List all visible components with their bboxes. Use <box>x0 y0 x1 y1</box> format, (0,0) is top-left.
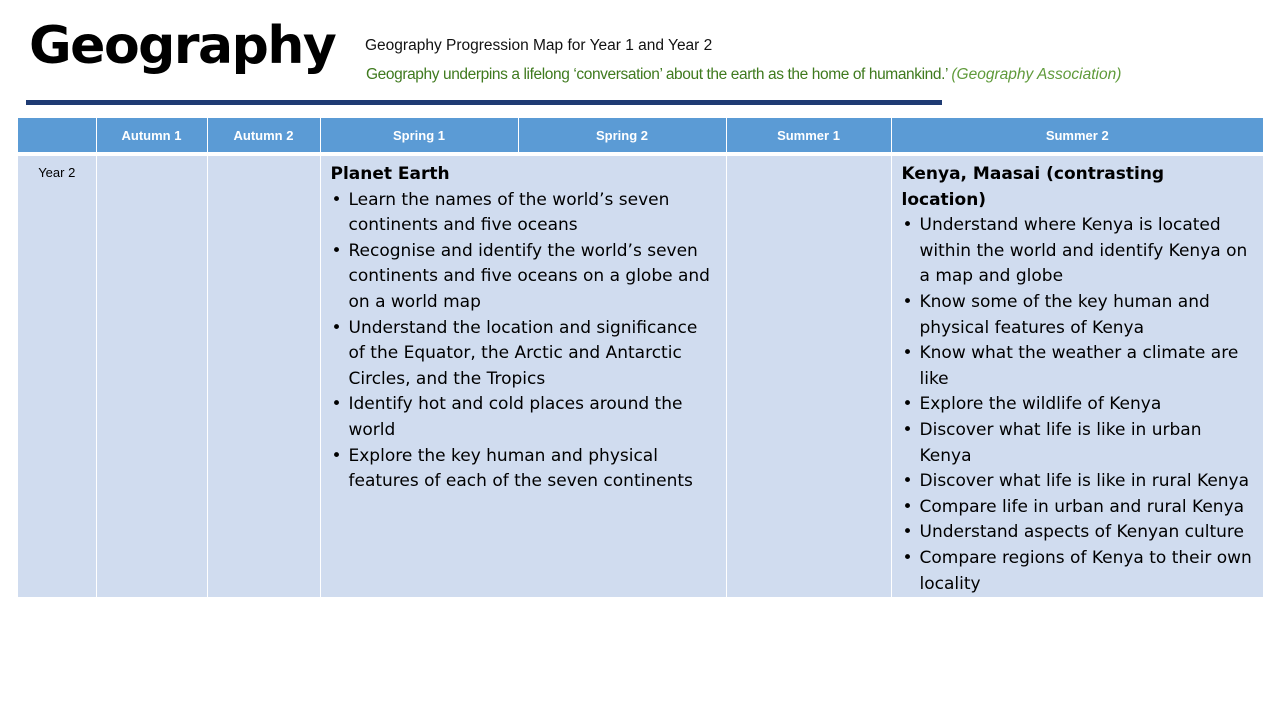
summer-2-topic-heading: Kenya, Maasai (contrasting location) <box>901 164 1165 210</box>
list-item: • Understand where Kenya is located within the world and identify Kenya on a map and globe <box>902 213 1254 290</box>
list-item: • Compare life in urban and rural Kenya <box>902 495 1254 521</box>
spring-topic-heading: Planet Earth <box>330 164 450 184</box>
column-header-autumn-2: Autumn 2 <box>207 118 320 152</box>
column-header-summer-1: Summer 1 <box>726 118 891 152</box>
column-header-blank <box>18 118 96 152</box>
spring-cell <box>320 156 726 597</box>
page-title: Geography <box>29 16 336 76</box>
column-header-autumn-1: Autumn 1 <box>96 118 207 152</box>
header-divider <box>26 100 942 105</box>
column-header-summer-2: Summer 2 <box>891 118 1263 152</box>
column-header-spring-1: Spring 1 <box>320 118 518 152</box>
list-item: • Understand the location and significance of the Equator, the Arctic and Antarctic Circles, and the Tropics <box>331 316 716 393</box>
column-header-spring-2: Spring 2 <box>518 118 726 152</box>
autumn-2-cell <box>207 156 320 597</box>
list-item: • Discover what life is like in urban Kenya <box>902 418 1254 469</box>
summer-2-objectives-list <box>902 213 1254 597</box>
list-item: • Compare regions of Kenya to their own locality <box>902 546 1254 597</box>
list-item: • Know some of the key human and physical features of Kenya <box>902 290 1254 341</box>
list-item: • Discover what life is like in rural Kenya <box>902 469 1254 495</box>
list-item: • Learn the names of the world’s seven continents and five oceans <box>331 188 716 239</box>
row-label-cell <box>18 156 96 597</box>
progression-table <box>18 118 1263 597</box>
spring-objectives-list <box>331 188 716 495</box>
list-item: • Explore the wildlife of Kenya <box>902 392 1254 418</box>
quote-text: Geography underpins a lifelong ‘conversation’ about the earth as the home of humankind.’ <box>366 66 948 83</box>
page-subtitle: Geography Progression Map for Year 1 and Year 2 <box>365 37 713 54</box>
quote <box>366 66 1121 84</box>
autumn-1-cell <box>96 156 207 597</box>
list-item: • Know what the weather a climate are like <box>902 341 1254 392</box>
quote-attribution: (Geography Association) <box>951 66 1122 83</box>
list-item: • Understand aspects of Kenyan culture <box>902 520 1254 546</box>
list-item: • Recognise and identify the world’s seven continents and five oceans on a globe and on a world map <box>331 239 716 316</box>
summer-1-cell <box>726 156 891 597</box>
summer-2-cell <box>891 156 1263 597</box>
list-item: • Identify hot and cold places around the world <box>331 392 716 443</box>
list-item: • Explore the key human and physical features of each of the seven continents <box>331 444 716 495</box>
header-row <box>18 118 1263 152</box>
row-label: Year 2 <box>38 165 76 180</box>
table-row-year-2 <box>18 156 1263 597</box>
